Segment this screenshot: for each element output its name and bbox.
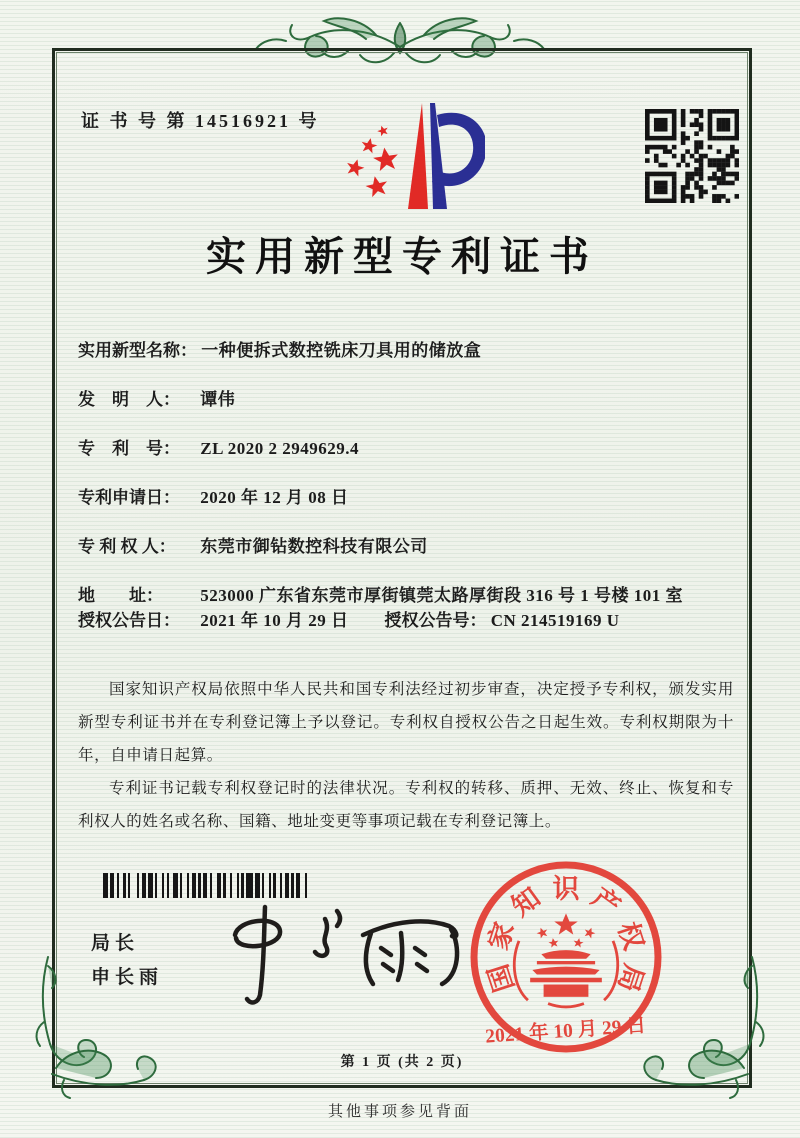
seal-date: 2021 年 10 月 29 日	[484, 1015, 647, 1048]
field-value: 东莞市御钻数控科技有限公司	[200, 537, 428, 556]
logo-red-stroke	[408, 103, 428, 209]
grant-date-pair	[78, 609, 349, 633]
svg-text:产: 产	[586, 881, 626, 923]
field-label: 专 利 号：	[78, 439, 180, 458]
field-value: 谭伟	[200, 390, 236, 409]
field-row-filing-date	[78, 486, 734, 510]
field-value: CN 214519169 U	[490, 611, 620, 630]
field-row-name	[78, 339, 734, 363]
field-row-grant	[78, 609, 734, 633]
field-row-patent-no	[78, 437, 734, 461]
legal-paragraph-1: 国家知识产权局依照中华人民共和国专利法经过初步审查，决定授予专利权，颁发实用新型专利证书并在专利登记簿上予以登记。专利权自授权公告之日起生效。专利权期限为十年，自申请日起算。	[78, 681, 734, 764]
director-name: 申长雨	[91, 967, 164, 988]
svg-text:国: 国	[482, 960, 520, 996]
field-value: 523000 广东省东莞市厚街镇莞太路厚街段 316 号 1 号楼 101 室	[200, 586, 683, 605]
field-label: 授权公告日：	[78, 611, 180, 630]
legal-text-block	[78, 673, 734, 838]
field-label: 授权公告号：	[384, 611, 487, 630]
svg-text:家: 家	[482, 918, 520, 954]
field-value: ZL 2020 2 2949629.4	[200, 439, 359, 458]
page-number: 第 1 页 (共 2 页)	[340, 1055, 464, 1070]
svg-text:局: 局	[612, 960, 650, 996]
field-row-patentee	[78, 535, 734, 559]
signature-handwriting	[203, 891, 483, 1016]
field-value: 2021 年 10 月 29 日	[200, 611, 349, 630]
svg-text:知: 知	[506, 881, 546, 923]
director-title: 局长	[91, 933, 140, 954]
field-label: 专 利 权 人：	[78, 537, 176, 556]
svg-text:权: 权	[612, 918, 650, 954]
field-row-address	[78, 584, 734, 608]
certificate-title: 实用新型专利证书	[206, 234, 598, 279]
certificate-number: 证 书 号 第 14516921 号	[81, 111, 320, 131]
field-label: 专利申请日：	[78, 488, 180, 507]
field-label: 地 址：	[78, 586, 163, 605]
back-side-note: 其他事项参见背面	[327, 1104, 472, 1120]
fields-block	[78, 339, 734, 658]
qr-code	[645, 109, 739, 203]
seal-national-emblem	[514, 913, 617, 1007]
field-value: 一种便拆式数控铣床刀具用的储放盒	[201, 341, 482, 360]
certificate-border-frame	[52, 48, 752, 1088]
cnipa-logo	[333, 91, 485, 229]
logo-stars	[344, 124, 399, 198]
bottom-right-flourish-ornament	[632, 952, 782, 1102]
legal-paragraph-2: 专利证书记载专利权登记时的法律状况。专利权的转移、质押、无效、终止、恢复和专利权人的姓名或名称、国籍、地址变更等事项记载在专利登记簿上。	[78, 780, 734, 830]
field-value: 2020 年 12 月 08 日	[200, 488, 349, 507]
grant-number-pair	[385, 609, 620, 633]
bottom-left-flourish-ornament	[18, 952, 168, 1102]
field-label: 实用新型名称：	[78, 341, 197, 360]
svg-text:识: 识	[552, 874, 580, 904]
field-label: 发 明 人：	[78, 390, 180, 409]
field-row-inventor	[78, 388, 734, 412]
